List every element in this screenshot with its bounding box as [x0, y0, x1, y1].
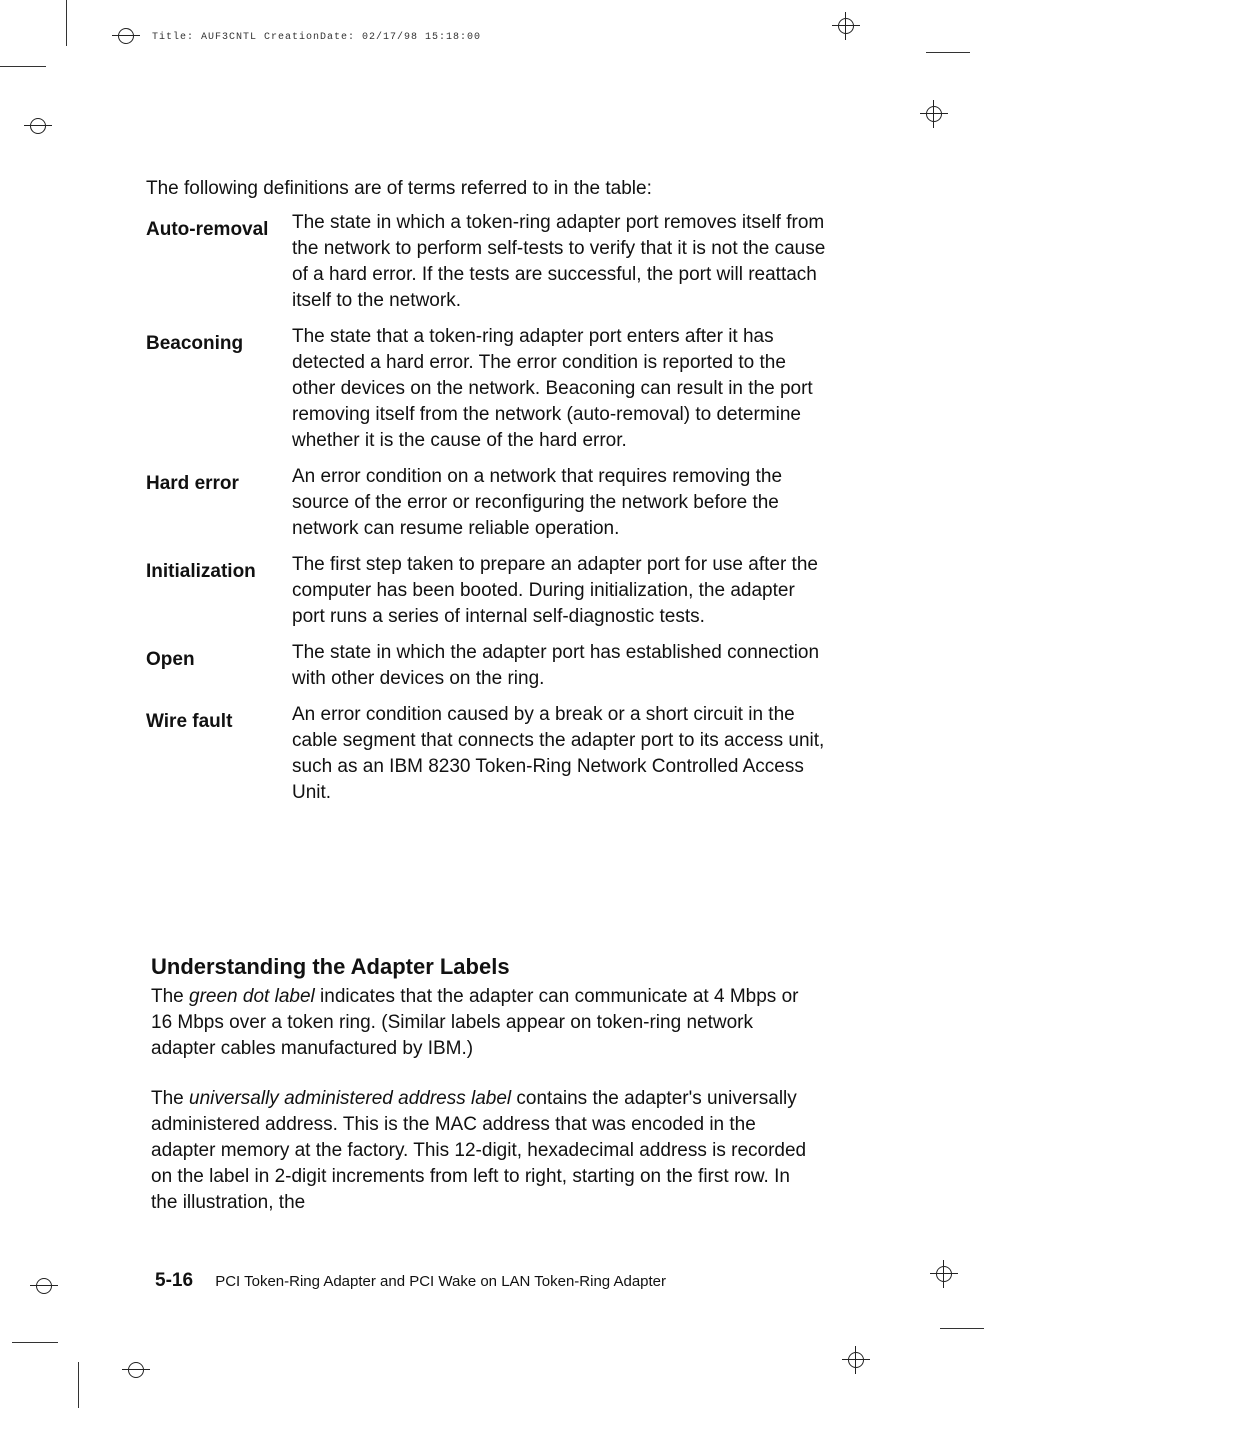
crop-rule	[940, 1328, 984, 1329]
registration-mark-icon	[30, 1272, 58, 1300]
registration-mark-icon	[24, 112, 52, 140]
document-meta-header: Title: AUF3CNTL CreationDate: 02/17/98 15:18:00	[152, 32, 482, 43]
paragraph-lead: The	[151, 1088, 190, 1109]
crop-rule	[66, 0, 67, 46]
registration-mark-icon	[112, 22, 140, 50]
definition-term: Auto-removal	[146, 219, 269, 240]
paragraph-lead: The	[151, 986, 190, 1007]
emphasized-term: universally administered address label	[189, 1088, 512, 1109]
crop-rule	[0, 66, 46, 67]
registration-mark-icon	[122, 1356, 150, 1384]
definition-item	[146, 464, 826, 542]
definition-text: The state that a token-ring adapter port enters after it has detected a hard error. The error condition is reported to the other devices on the network. Beaconing can result in the port removing itself from the network (auto-removal) to determine whether it is the cause of the hard error.	[292, 326, 813, 451]
crop-rule	[12, 1342, 58, 1343]
definition-item	[146, 702, 826, 806]
definition-term: Initialization	[146, 561, 256, 582]
crop-rule	[78, 1362, 79, 1408]
definition-item	[146, 552, 826, 630]
registration-mark-icon	[920, 100, 948, 128]
green-dot-label-paragraph	[151, 984, 821, 1062]
paragraph-body: contains the adapter's universally administered address. This is the MAC address that was encoded in the adapter memory at the factory. This 12-digit, hexadecimal address is recorded on the label in 2-digit increments from left to right, starting on the first row. In the illustration, the	[151, 1088, 807, 1213]
definition-item	[146, 210, 826, 314]
registration-mark-icon	[842, 1346, 870, 1374]
emphasized-term: green dot label	[189, 986, 315, 1007]
definition-term: Hard error	[146, 473, 239, 494]
definition-list	[146, 210, 826, 816]
definition-term: Open	[146, 649, 195, 670]
definition-item	[146, 640, 826, 692]
definition-text: The state in which the adapter port has established connection with other devices on the ring.	[292, 642, 820, 689]
paragraph-body: indicates that the adapter can communicate at 4 Mbps or 16 Mbps over a token ring. (Similar labels appear on token-ring network adapter cables manufactured by IBM.)	[151, 986, 799, 1059]
definition-text: An error condition caused by a break or a short circuit in the cable segment that connects the adapter port to its access unit, such as an IBM 8230 Token-Ring Network Controlled Access Unit.	[292, 704, 825, 803]
page-footer	[155, 1270, 666, 1293]
book-title: PCI Token-Ring Adapter and PCI Wake on LAN Token-Ring Adapter	[215, 1273, 667, 1290]
definition-term: Wire fault	[146, 711, 233, 732]
registration-mark-icon	[930, 1260, 958, 1288]
address-label-paragraph	[151, 1086, 821, 1216]
section-heading: Understanding the Adapter Labels	[151, 954, 510, 979]
definitions-intro: The following definitions are of terms referred to in the table:	[146, 178, 652, 199]
definition-item	[146, 324, 826, 454]
definition-term: Beaconing	[146, 333, 244, 354]
definition-text: An error condition on a network that requires removing the source of the error or reconfiguring the network before the network can resume reliable operation.	[292, 466, 783, 539]
page-number: 5-16	[155, 1270, 194, 1291]
registration-mark-icon	[832, 12, 860, 40]
definition-text: The state in which a token-ring adapter port removes itself from the network to perform self-tests to verify that it is not the cause of a hard error. If the tests are successful, the port will reattach itself to the network.	[292, 212, 826, 311]
crop-rule	[926, 52, 970, 53]
definition-text: The first step taken to prepare an adapter port for use after the computer has been booted. During initialization, the adapter port runs a series of internal self-diagnostic tests.	[292, 554, 818, 627]
